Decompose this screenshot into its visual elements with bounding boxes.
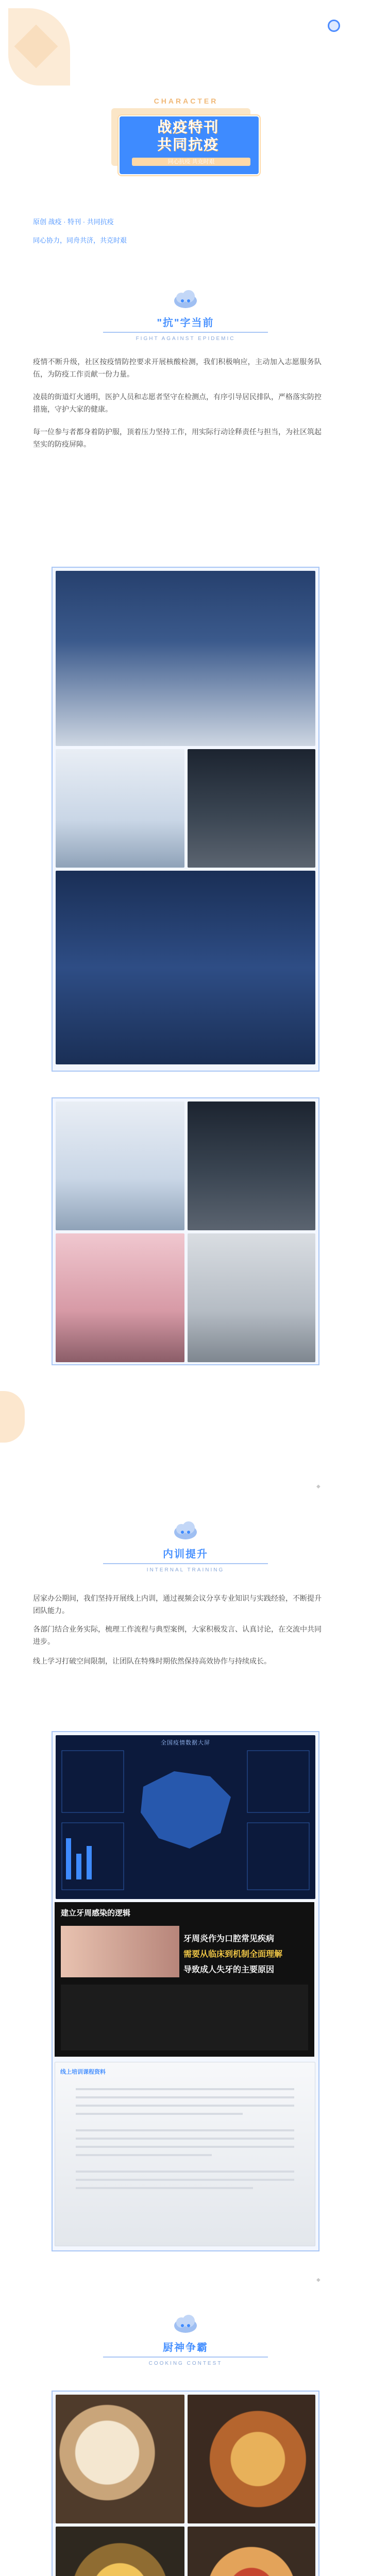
slide-text-1: 牙周炎作为口腔常见疾病	[183, 1935, 275, 1943]
photo-night-check[interactable]	[188, 1101, 315, 1230]
slide-video-strip	[61, 1985, 308, 2050]
doc-line	[76, 2088, 294, 2090]
header-title-card	[111, 97, 261, 175]
training-document[interactable]	[55, 2062, 315, 2246]
header-dot-icon	[328, 20, 340, 32]
section-2-en-title: INTERNAL TRAINING	[146, 1567, 225, 1573]
section-1-paragraph-2: 凌晨的街道灯火通明，医护人员和志愿者坚守在检测点，有序引导居民排队，严格落实防控措施，守护大家的健康。	[33, 393, 322, 413]
section-3-en-title: COOKING CONTEST	[148, 2361, 223, 2366]
doc-line	[76, 2179, 294, 2181]
section-2-paragraph-1: 居家办公期间，我们坚持开展线上内训，通过视频会议分享专业知识与实践经验，不断提升团队能力。	[33, 1594, 322, 1615]
doc-line	[76, 2187, 253, 2189]
photo-buns[interactable]	[56, 2395, 184, 2523]
slide-text-2: 需要从临床到机制全面理解	[183, 1950, 283, 1959]
dashboard-screenshot[interactable]	[56, 1735, 315, 1899]
photo-ppe-closeup[interactable]	[56, 1101, 184, 1230]
doc-line	[76, 2113, 243, 2115]
section-3-title: 厨神争霸	[163, 2342, 208, 2353]
page-mark: ◆	[316, 2277, 321, 2283]
doc-line	[76, 2129, 294, 2131]
photo-resident-test[interactable]	[56, 1233, 184, 1362]
doc-line	[76, 2096, 294, 2098]
section-1-cloud-icon	[170, 289, 201, 310]
section-3-cloud-icon	[170, 2313, 201, 2335]
photo-noodles[interactable]	[56, 2527, 184, 2576]
photo-braised-dish[interactable]	[188, 2527, 315, 2576]
doc-line	[76, 2138, 294, 2140]
section-2-divider	[103, 1563, 268, 1564]
photo-stir-fry[interactable]	[188, 2395, 315, 2523]
photo-volunteers-ppe[interactable]	[56, 871, 315, 1064]
slide-text-3: 导致成人失牙的主要原因	[183, 1965, 275, 1974]
header-en-title: CHARACTER	[154, 97, 218, 105]
section-2-paragraph-3: 线上学习打破空间限制，让团队在特殊时期依然保持高效协作与持续成长。	[33, 1657, 271, 1665]
doc-line	[76, 2146, 294, 2148]
doc-line	[76, 2105, 294, 2107]
section-2-cloud-icon	[170, 1520, 201, 1541]
photo-medical-staff[interactable]	[56, 749, 184, 868]
section-1-photo-frame-2	[52, 1097, 319, 1365]
meta-line-1[interactable]: 原创 战疫 · 特刊 · 共同抗疫	[33, 218, 114, 226]
slide-heading: 建立牙周感染的逻辑	[61, 1909, 131, 1918]
meta-line-2: 同心协力，同舟共济，共克时艰	[33, 236, 127, 244]
section-1-en-title: FIGHT AGAINST EPIDEMIC	[136, 336, 235, 342]
document-title: 线上培训课程资料	[60, 2069, 106, 2075]
section-3-divider	[103, 2357, 268, 2358]
photo-queue[interactable]	[188, 1233, 315, 1362]
section-1-photo-frame-1	[52, 567, 319, 1072]
section-3-photo-frame-1	[52, 2391, 319, 2576]
left-edge-decoration	[0, 1391, 25, 1443]
section-1-title: "抗"字当前	[157, 317, 214, 329]
doc-line	[76, 2171, 294, 2173]
doc-line	[76, 2154, 212, 2156]
section-1-divider	[103, 332, 268, 333]
photo-testing-tents[interactable]	[56, 571, 315, 746]
training-slide-panel[interactable]	[55, 1902, 314, 2057]
section-1-paragraph-1: 疫情不断升级，社区按疫情防控要求开展核酸检测，我们积极响应，主动加入志愿服务队伍，为防疫工作贡献一份力量。	[33, 358, 322, 378]
section-2-paragraph-2: 各部门结合业务实际，梳理工作流程与典型案例，大家积极发言、认真讨论，在交流中共同进步。	[33, 1625, 322, 1646]
page-mark: ◆	[316, 1484, 321, 1489]
header-title: 战疫特刊 共同抗疫	[157, 119, 219, 152]
slide-image	[61, 1926, 179, 1977]
header-subtitle-bar: 同心抗疫 共克时艰	[132, 158, 250, 166]
section-2-title: 内训提升	[163, 1549, 208, 1560]
photo-night-street[interactable]	[188, 749, 315, 868]
dashboard-title: 全国疫情数据大屏	[161, 1740, 210, 1746]
section-1-paragraph-3: 每一位参与者都身着防护服，顶着压力坚持工作，用实际行动诠释责任与担当，为社区筑起坚实的防疫屏障。	[33, 428, 322, 448]
